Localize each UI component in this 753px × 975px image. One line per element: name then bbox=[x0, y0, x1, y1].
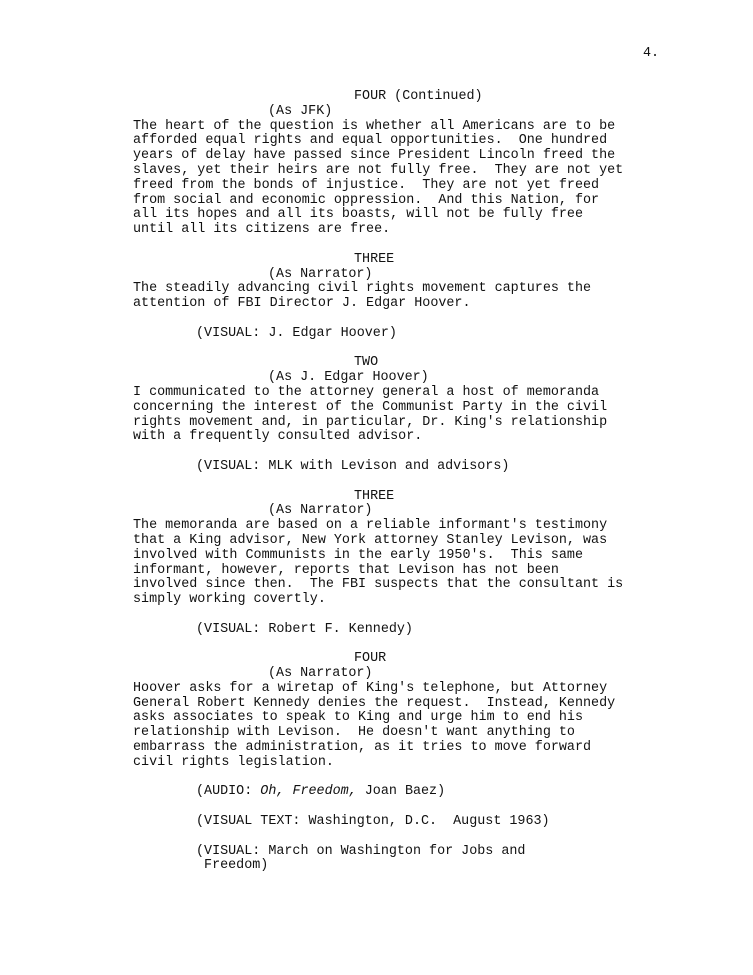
speaker-name: THREE bbox=[354, 488, 395, 504]
dialogue-line: with a frequently consulted advisor. bbox=[133, 429, 423, 445]
speaker-name: THREE bbox=[354, 251, 395, 267]
dialogue-line: attention of FBI Director J. Edgar Hoover. bbox=[133, 296, 471, 312]
audio-cue-suffix: Joan Baez) bbox=[356, 784, 446, 800]
dialogue-line: informant, however, reports that Levison has not been bbox=[133, 562, 559, 578]
dialogue-line: General Robert Kennedy denies the request. Instead, Kennedy bbox=[133, 695, 616, 711]
parenthetical: (As JFK) bbox=[268, 103, 333, 119]
audio-cue bbox=[133, 785, 733, 800]
dialogue-block bbox=[133, 652, 733, 770]
dialogue-line: The steadily advancing civil rights movement captures the bbox=[133, 281, 592, 297]
visual-cue-continuation: Freedom) bbox=[196, 858, 269, 874]
dialogue-line: freed from the bonds of injustice. They are not yet freed bbox=[133, 177, 600, 193]
visual-text-cue: (VISUAL TEXT: Washington, D.C. August 1963) bbox=[196, 814, 550, 830]
parenthetical: (As Narrator) bbox=[268, 503, 373, 519]
dialogue-line: relationship with Levison. He doesn't want anything to bbox=[133, 725, 575, 741]
audio-cue-song: Oh, Freedom, bbox=[260, 784, 357, 800]
visual-cue: (VISUAL: Robert F. Kennedy) bbox=[196, 621, 413, 637]
dialogue-line: The heart of the question is whether all Americans are to be bbox=[133, 118, 616, 134]
dialogue-line: rights movement and, in particular, Dr. King's relationship bbox=[133, 414, 608, 430]
dialogue-line: simply working covertly. bbox=[133, 592, 326, 608]
speaker-name: FOUR (Continued) bbox=[354, 89, 483, 104]
dialogue-line: involved with Communists in the early 1950's. This same bbox=[133, 547, 583, 563]
dialogue-line: slaves, yet their heirs are not fully free. They are not yet bbox=[133, 162, 624, 178]
dialogue-line: until all its citizens are free. bbox=[133, 222, 391, 238]
visual-cue: (VISUAL: March on Washington for Jobs and bbox=[196, 843, 526, 859]
dialogue-line: Hoover asks for a wiretap of King's telephone, but Attorney bbox=[133, 680, 608, 696]
dialogue-block bbox=[133, 490, 733, 608]
dialogue-line: that a King advisor, New York attorney Stanley Levison, was bbox=[133, 532, 608, 548]
speaker-name: FOUR bbox=[354, 651, 387, 667]
parenthetical: (As J. Edgar Hoover) bbox=[268, 370, 429, 386]
dialogue-line: years of delay have passed since President Lincoln freed the bbox=[133, 148, 616, 164]
dialogue-block bbox=[133, 253, 733, 312]
parenthetical: (As Narrator) bbox=[268, 666, 373, 682]
dialogue-line: I communicated to the attorney general a host of memoranda bbox=[133, 384, 600, 400]
script-body bbox=[133, 90, 733, 874]
dialogue-line: The memoranda are based on a reliable informant's testimony bbox=[133, 518, 608, 534]
parenthetical: (As Narrator) bbox=[268, 266, 373, 282]
dialogue-line: civil rights legislation. bbox=[133, 754, 334, 770]
audio-cue-prefix: (AUDIO: bbox=[196, 784, 261, 800]
dialogue-line: embarrass the administration, as it tries to move forward bbox=[133, 740, 592, 756]
dialogue-line: concerning the interest of the Communist Party in the civil bbox=[133, 399, 608, 415]
dialogue-line: from social and economic oppression. And this Nation, for bbox=[133, 192, 600, 208]
dialogue-line: involved since then. The FBI suspects that the consultant is bbox=[133, 577, 624, 593]
dialogue-line: afforded equal rights and equal opportunities. One hundred bbox=[133, 133, 608, 149]
dialogue-line: asks associates to speak to King and urge him to end his bbox=[133, 710, 583, 726]
visual-cue: (VISUAL: J. Edgar Hoover) bbox=[196, 325, 397, 341]
page-number: 4. bbox=[643, 46, 660, 61]
visual-cue: (VISUAL: MLK with Levison and advisors) bbox=[196, 458, 510, 474]
dialogue-line: all its hopes and all its boasts, will not be fully free bbox=[133, 207, 583, 223]
dialogue-block bbox=[133, 356, 733, 445]
speaker-name: TWO bbox=[354, 355, 379, 371]
dialogue-block bbox=[133, 90, 733, 238]
